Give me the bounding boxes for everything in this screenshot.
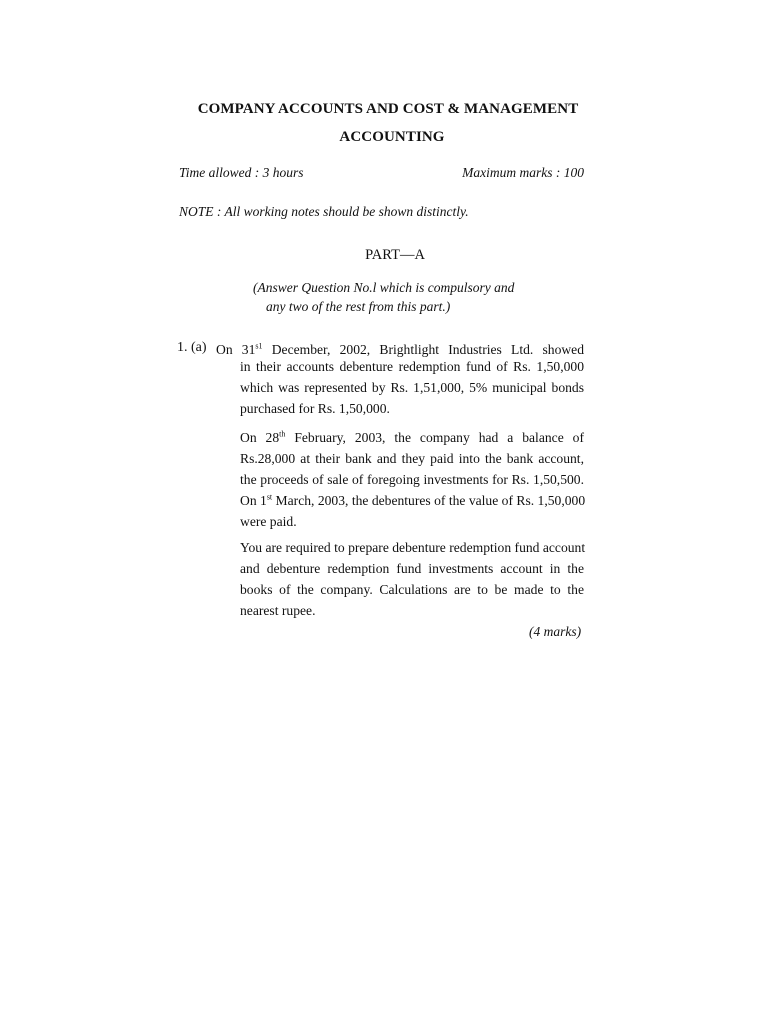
para3-line: and debenture redemption fund investments account in the (240, 561, 584, 576)
exam-meta (179, 165, 584, 181)
para2-line4-superscript: st (266, 492, 273, 502)
first-line-text: On 31 (216, 342, 256, 357)
para3-line: books of the company. Calculations are to be made to the (240, 582, 584, 597)
part-heading: PART—A (365, 247, 425, 263)
maximum-marks: Maximum marks : 100 (462, 165, 584, 180)
question-paragraph-2 (240, 427, 584, 532)
para3-line: nearest rupee. (240, 603, 316, 618)
para2-line: the proceeds of sale of foregoing investments for Rs. 1,50,500. (240, 472, 584, 487)
para1-line: which was represented by Rs. 1,51,000, 5% municipal bonds (240, 380, 584, 395)
para1-line: in their accounts debenture redemption fund of Rs. 1,50,000 (240, 359, 584, 374)
para2-line4-text-rest: March, 2003, the debentures of the value of Rs. 1,50,000 (272, 493, 586, 508)
instruction-line1: (Answer Question No.l which is compulsory and (253, 280, 515, 295)
para2-line (240, 427, 584, 448)
para2-line1-text-rest: February, 2003, the company had a balance of (285, 430, 584, 445)
paper-title-line2: ACCOUNTING (339, 129, 445, 145)
para2-line1-superscript: th (279, 429, 286, 439)
instruction-line2: any two of the rest from this part.) (266, 299, 451, 314)
para1-line: purchased for Rs. 1,50,000. (240, 401, 390, 416)
first-line-superscript: s1 (255, 341, 263, 351)
para2-line1-text: On 28 (240, 430, 280, 445)
question-marks: (4 marks) (529, 624, 582, 639)
question-paragraph-1 (240, 356, 584, 419)
para2-line (240, 490, 584, 511)
working-notes-note: NOTE : All working notes should be shown distinctly. (179, 204, 469, 219)
question-number: 1. (a) (177, 340, 207, 355)
para2-line: were paid. (240, 514, 297, 529)
para3-line: You are required to prepare debenture redemption fund account (240, 540, 586, 555)
paper-title-line1: COMPANY ACCOUNTS AND COST & MANAGEMENT (197, 101, 579, 117)
time-allowed: Time allowed : 3 hours (179, 165, 304, 180)
part-instruction (253, 278, 514, 316)
first-line-text-rest: December, 2002, Brightlight Industries Ltd. showed (262, 342, 585, 357)
para2-line4-text: On 1 (240, 493, 267, 508)
question-paragraph-3 (240, 537, 584, 621)
para2-line: Rs.28,000 at their bank and they paid into the bank account, (240, 451, 584, 466)
